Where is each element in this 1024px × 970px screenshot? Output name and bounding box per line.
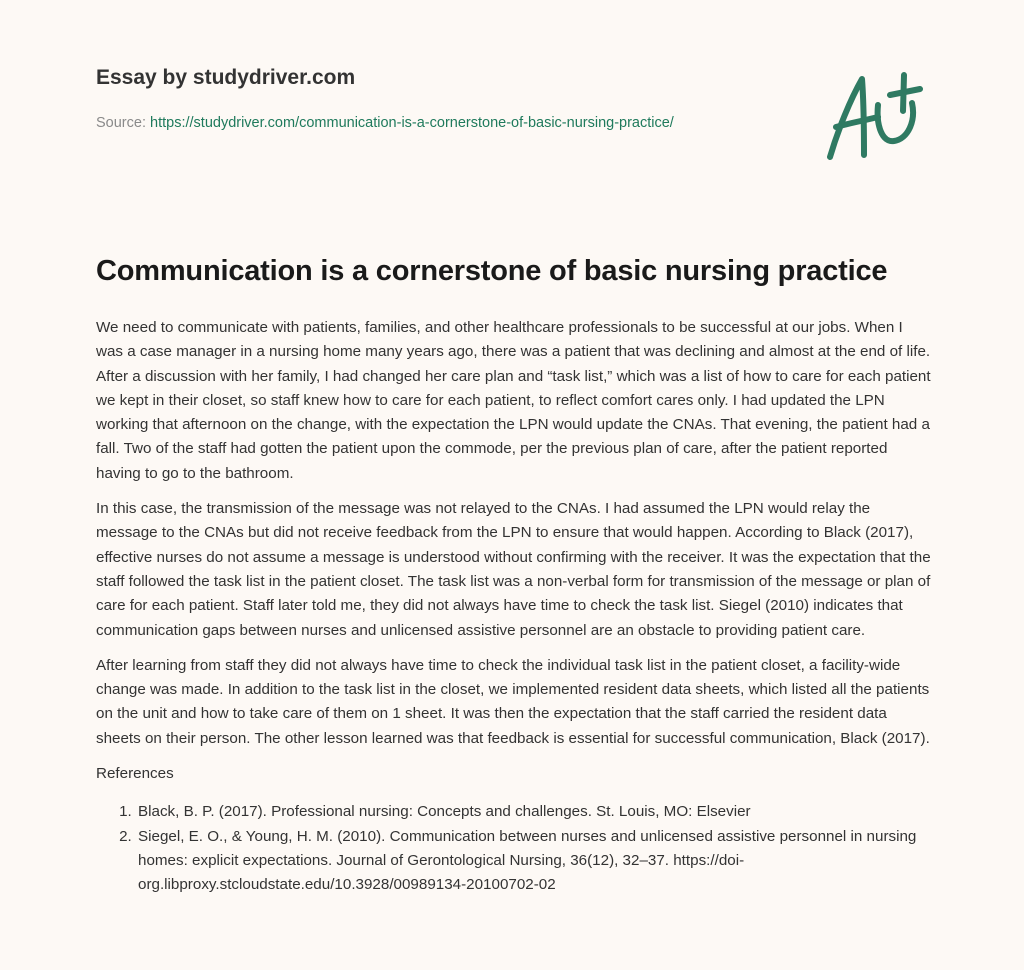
- paragraph: We need to communicate with patients, families, and other healthcare professionals to be successful at our jobs. When I was a case manager in a nursing home many years ago, there was a patient that was declining and almost at the end of life. After a discussion with her family, I had changed her care plan and “task list,” which was a list of how to care for each patient we kept in their closet, so staff knew how to care for each patient, to reflect comfort cares only. I had updated the LPN working that afternoon on the change, with the expectation the LPN would update the CNAs. That evening, the patient had a fall. Two of the staff had gotten the patient upon the commode, per the previous plan of care, after the patient reported having to go to the bathroom.: [96, 319, 931, 482]
- paragraph: After learning from staff they did not always have time to check the individual task list in the patient closet, a facility-wide change was made. In addition to the task list in the closet, we implemented resident data sheets, which listed all the patients on the unit and how to take care of them on 1 sheet. It was then the expectation that the staff carried the resident data sheets on their person. The other lesson learned was that feedback is essential for successful communication, Black (2017).: [96, 656, 930, 747]
- a-plus-logo-icon: [820, 65, 930, 165]
- essay-body: [96, 316, 932, 898]
- references-heading: References: [96, 765, 174, 783]
- source-link[interactable]: https://studydriver.com/communication-is-a-cornerstone-of-basic-nursing-practice/: [150, 115, 674, 131]
- paragraph: In this case, the transmission of the message was not relayed to the CNAs. I had assumed the LPN would relay the message to the CNAs but did not receive feedback from the LPN to ensure that would happen. According to Black (2017), effective nurses do not assume a message is understood without confirming with the receiver. It was the expectation that the staff followed the task list in the patient closet. The task list was a non-verbal form for transmission of the message or plan of care for each patient. Staff later told me, they did not always have time to check the task list. Siegel (2010) indicates that communication gaps between nurses and unlicensed assistive personnel are an obstacle to providing patient care.: [96, 500, 931, 639]
- source-line: [96, 111, 716, 136]
- source-label: Source:: [96, 115, 146, 131]
- reference-item: 2. Siegel, E. O., & Young, H. M. (2010). Communication between nurses and unlicensed assistive personnel in nursing homes: explicit expectations. Journal of Gerontological Nursing, 36(12), 32–37. https://doi-org.libproxy.stcloudstate.edu/10.3928/00989134-20100702-02: [136, 825, 932, 898]
- site-brand: Essay by studydriver.com: [96, 66, 356, 89]
- essay-title: Communication is a cornerstone of basic nursing practice: [96, 255, 888, 287]
- references-list: [96, 800, 932, 897]
- reference-item: 1. Black, B. P. (2017). Professional nursing: Concepts and challenges. St. Louis, MO: Elsevier: [136, 800, 932, 824]
